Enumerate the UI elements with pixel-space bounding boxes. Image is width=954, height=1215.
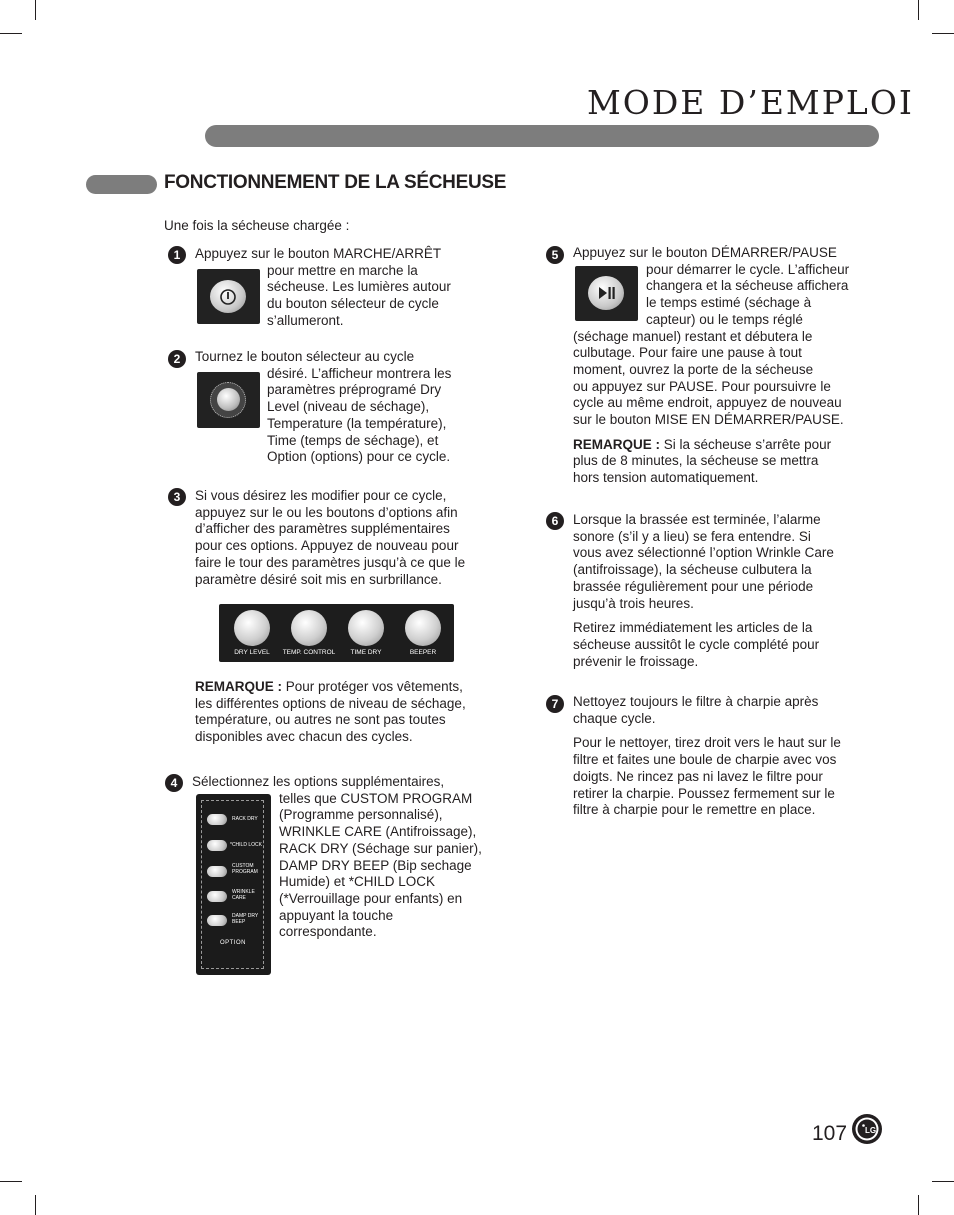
step-number-1: 1 [168,246,186,264]
text-line: DAMP DRY BEEP (Bip sechage [279,857,472,873]
crop-mark [918,1195,919,1215]
text-line: Pour le nettoyer, tirez droit vers le haut sur le [573,735,841,751]
option-title: OPTION [219,940,246,946]
text-line: filtre et faites une boule de charpie avec vos [573,752,837,768]
text-line: paramètre désiré soit mis en surbrillance. [195,571,442,587]
text-line: sécheuse aussitôt le cycle complété pour [573,636,820,652]
text-line: Humide) et *CHILD LOCK [279,874,436,890]
text-line: cycle au même endroit, appuyez de nouveau [573,395,842,411]
text-line: filtre à charpie pour le remettre en place. [573,802,816,818]
text-line: Sélectionnez les options supplémentaires, [192,774,445,789]
crop-mark [35,0,36,20]
text-line: Time (temps de séchage), et [267,432,439,448]
custom-program-label: CUSTOM PROGRAM [232,863,258,875]
text-line: Appuyez sur le bouton DÉMARRER/PAUSE [573,245,837,260]
wrinkle-care-button [207,891,227,902]
text-line: correspondante. [279,924,377,940]
text-line: sécheuse. Les lumières autour [267,279,451,295]
play-pause-icon [588,276,624,310]
note-label: REMARQUE : [573,436,660,452]
text-line: vous avez sélectionné l’option Wrinkle Care [573,545,834,561]
text-line: appuyez sur le ou les boutons d’options afin [195,504,458,520]
intro-text: Une fois la sécheuse chargée : [164,218,350,233]
crop-mark [35,1195,36,1215]
step-7-text [573,694,841,819]
text-line: les différentes options de niveau de séchage, [195,695,466,711]
text-line: (*Verrouillage pour enfants) en [279,890,463,906]
text-line: appuyant la touche [279,907,394,923]
text-line: ou appuyez sur PAUSE. Pour poursuivre le [573,378,831,394]
power-button-image [197,269,260,324]
text-line: Pour protéger vos vêtements, [285,679,463,694]
step-number-3: 3 [168,488,186,506]
step-3-note [195,679,466,746]
section-title: FONCTIONNEMENT DE LA SÉCHEUSE [164,172,507,193]
text-line: Tournez le bouton sélecteur au cycle [195,349,415,364]
dial-knob [217,388,240,411]
text-line: Option (options) pour ce cycle. [267,449,451,465]
text-line: Lorsque la brassée est terminée, l’alarme [573,512,821,527]
control-panel-image [219,604,454,662]
rack-dry-label: RACK DRY [232,816,258,822]
text-line: paramètres préprogramé Dry [267,382,442,398]
text-line: jusqu’à trois heures. [573,595,694,611]
text-line: sonore (s’il y a lieu) se fera entendre. Si [573,528,811,544]
custom-program-button [207,866,227,877]
temp-control-button [291,610,327,646]
text-line: Temperature (la température), [267,415,447,431]
text-line: (Programme personnalisé), [279,807,443,823]
section-pill [86,175,157,194]
text-line: telles que CUSTOM PROGRAM [279,790,473,806]
text-line: disponibles avec chacun des cycles. [195,729,413,745]
crop-mark [932,1181,954,1182]
temp-control-label: TEMP. CONTROL [282,649,336,656]
step-number-7: 7 [546,695,564,713]
text-line: Appuyez sur le bouton MARCHE/ARRÊT [195,246,442,261]
page-header-title: MODE D’EMPLOI [587,83,914,122]
text-line: retirer la charpie. Poussez fermement sur le [573,785,835,801]
text-line: faire le tour des paramètres jusqu’à ce que le [195,554,466,570]
damp-dry-beep-button [207,915,227,926]
text-line: du bouton sélecteur de cycle [267,296,439,312]
page-number: 107 [812,1122,848,1145]
child-lock-label: *CHILD LOCK [230,842,262,848]
time-dry-button [348,610,384,646]
rack-dry-button [207,814,227,825]
text-line: prévenir le froissage. [573,653,699,669]
text-line: plus de 8 minutes, la sécheuse se mettra [573,453,819,469]
crop-mark [918,0,919,20]
text-line: WRINKLE CARE (Antifroissage), [279,824,477,840]
text-line: (antifroissage), la sécheuse culbutera la [573,562,812,578]
text-line: hors tension automatiquement. [573,470,759,486]
step-number-6: 6 [546,512,564,530]
note-label: REMARQUE : [195,679,282,694]
text-line: désiré. L’afficheur montrera les [267,365,452,381]
child-lock-button [207,840,227,851]
text-line: moment, ouvrez la porte de la sécheuse [573,361,814,377]
text-line: pour démarrer le cycle. L’afficheur [646,261,850,277]
text-line: chaque cycle. [573,710,656,726]
wrinkle-care-label: WRINKLE CARE [232,889,255,901]
text-line: s’allumeront. [267,312,344,328]
crop-mark [932,33,954,34]
text-line: (séchage manuel) restant et débutera le [573,328,813,344]
text-line: Nettoyez toujours le filtre à charpie après [573,694,819,709]
time-dry-label: TIME DRY [350,649,382,656]
beeper-button [405,610,441,646]
start-pause-button-image [575,266,638,321]
header-bar [205,125,879,147]
lg-logo-icon [852,1114,882,1144]
step-3-text [195,488,465,588]
text-line: Retirez immédiatement les articles de la [573,620,813,636]
text-line: sur le bouton MISE EN DÉMARRER/PAUSE. [573,412,844,428]
text-line: RACK DRY (Séchage sur panier), [279,840,482,856]
crop-mark [0,33,22,34]
dry-level-label: DRY LEVEL [234,649,270,656]
text-line: changera et la sécheuse affichera [646,278,849,294]
text-line: température, ou autres ne sont pas toutes [195,712,446,728]
text-line: Si la sécheuse s’arrête pour [663,436,832,452]
text-line: doigts. Ne rincez pas ni lavez le filtre pour [573,768,823,784]
text-line: Si vous désirez les modifier pour ce cycle, [195,488,447,503]
step-6-text [573,512,834,670]
text-line: capteur) ou le temps réglé [646,311,803,327]
power-icon [210,280,246,313]
step-number-2: 2 [168,350,186,368]
text-line: brassée régulièrement pour une période [573,578,814,594]
beeper-label: BEEPER [409,649,437,656]
damp-dry-beep-label: DAMP DRY BEEP [232,913,259,925]
option-panel-image [196,794,271,975]
text-line: d’afficher des paramètres supplémentaires [195,521,450,537]
lg-logo-text: LG [865,1126,877,1135]
text-line: pour mettre en marche la [267,262,418,278]
text-line: Level (niveau de séchage), [267,399,430,415]
text-line: pour ces options. Appuyez de nouveau pour [195,538,459,554]
step-number-5: 5 [546,246,564,264]
step-number-4: 4 [165,774,183,792]
dry-level-button [234,610,270,646]
text-line: culbutage. Pour faire une pause à tout [573,345,802,361]
crop-mark [0,1181,22,1182]
cycle-dial-image [197,372,260,428]
text-line: le temps estimé (séchage à [646,295,812,311]
